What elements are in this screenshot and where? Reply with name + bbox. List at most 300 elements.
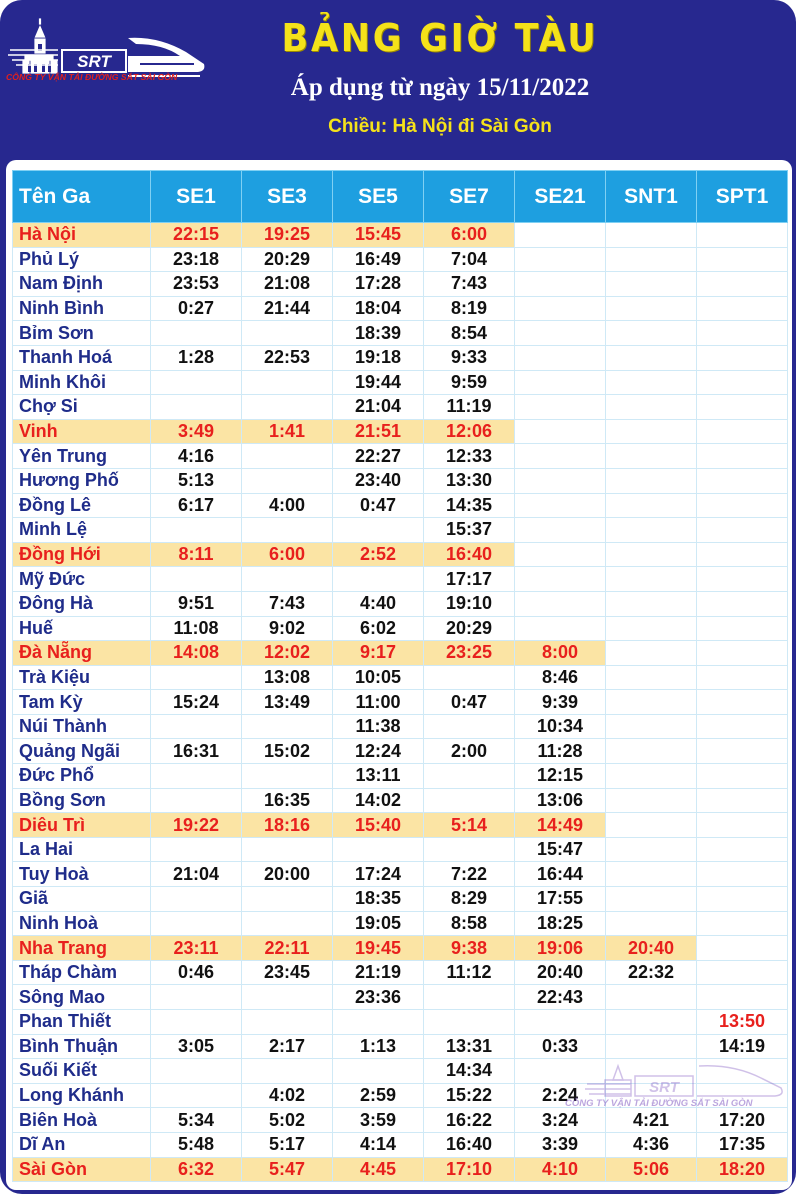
- departure-time: 3:24: [515, 1108, 606, 1133]
- departure-time: 2:17: [242, 1034, 333, 1059]
- departure-time: [606, 764, 697, 789]
- departure-time: [515, 591, 606, 616]
- departure-time: 17:55: [515, 887, 606, 912]
- departure-time: [697, 788, 788, 813]
- departure-time: 10:34: [515, 714, 606, 739]
- departure-time: 12:06: [424, 419, 515, 444]
- departure-time: 4:21: [606, 1108, 697, 1133]
- departure-time: 15:02: [242, 739, 333, 764]
- departure-time: 16:49: [333, 247, 424, 272]
- departure-time: 19:22: [151, 813, 242, 838]
- departure-time: [697, 493, 788, 518]
- departure-time: [697, 960, 788, 985]
- timetable-row: [13, 321, 788, 346]
- departure-time: 9:59: [424, 370, 515, 395]
- departure-time: 20:29: [242, 247, 333, 272]
- departure-time: [151, 1083, 242, 1108]
- departure-time: 15:40: [333, 813, 424, 838]
- departure-time: 3:49: [151, 419, 242, 444]
- departure-time: 17:28: [333, 272, 424, 297]
- departure-time: [606, 518, 697, 543]
- departure-time: [242, 1059, 333, 1084]
- station-name: Sài Gòn: [13, 1157, 151, 1182]
- timetable-row: [13, 862, 788, 887]
- departure-time: [151, 985, 242, 1010]
- departure-time: [606, 468, 697, 493]
- departure-time: 22:27: [333, 444, 424, 469]
- departure-time: 5:48: [151, 1132, 242, 1157]
- departure-time: 8:58: [424, 911, 515, 936]
- departure-time: [606, 739, 697, 764]
- timetable-row: [13, 444, 788, 469]
- departure-time: [242, 837, 333, 862]
- departure-time: 17:17: [424, 567, 515, 592]
- timetable-row: [13, 591, 788, 616]
- timetable-row: [13, 1157, 788, 1182]
- departure-time: [606, 887, 697, 912]
- departure-time: 19:18: [333, 345, 424, 370]
- departure-time: [333, 1010, 424, 1035]
- timetable-row: [13, 567, 788, 592]
- departure-time: 3:59: [333, 1108, 424, 1133]
- departure-time: 14:02: [333, 788, 424, 813]
- departure-time: 20:00: [242, 862, 333, 887]
- timetable-row: [13, 395, 788, 420]
- departure-time: [515, 444, 606, 469]
- departure-time: 8:00: [515, 641, 606, 666]
- departure-time: [515, 493, 606, 518]
- departure-time: [606, 985, 697, 1010]
- departure-time: [242, 985, 333, 1010]
- departure-time: 12:02: [242, 641, 333, 666]
- departure-time: [151, 764, 242, 789]
- departure-time: 21:19: [333, 960, 424, 985]
- departure-time: 18:35: [333, 887, 424, 912]
- station-name: Hà Nội: [13, 223, 151, 248]
- departure-time: 23:25: [424, 641, 515, 666]
- departure-time: [242, 1010, 333, 1035]
- departure-time: 23:45: [242, 960, 333, 985]
- header-train-se3: SE3: [242, 171, 333, 223]
- departure-time: 20:29: [424, 616, 515, 641]
- departure-time: [151, 321, 242, 346]
- departure-time: 9:02: [242, 616, 333, 641]
- departure-time: 4:14: [333, 1132, 424, 1157]
- departure-time: [606, 296, 697, 321]
- departure-time: 0:27: [151, 296, 242, 321]
- departure-time: [242, 887, 333, 912]
- departure-time: 0:46: [151, 960, 242, 985]
- timetable-row: [13, 616, 788, 641]
- departure-time: [151, 1010, 242, 1035]
- station-name: Hương Phố: [13, 468, 151, 493]
- departure-time: 5:47: [242, 1157, 333, 1182]
- departure-time: 8:29: [424, 887, 515, 912]
- timetable-row: [13, 911, 788, 936]
- departure-time: [151, 370, 242, 395]
- departure-time: 20:40: [606, 936, 697, 961]
- departure-time: [606, 567, 697, 592]
- departure-time: [697, 247, 788, 272]
- station-name: Minh Lệ: [13, 518, 151, 543]
- departure-time: 22:32: [606, 960, 697, 985]
- departure-time: 18:25: [515, 911, 606, 936]
- departure-time: [697, 911, 788, 936]
- departure-time: [151, 714, 242, 739]
- departure-time: [424, 788, 515, 813]
- departure-time: 9:51: [151, 591, 242, 616]
- station-name: Yên Trung: [13, 444, 151, 469]
- departure-time: [606, 862, 697, 887]
- effective-date: Áp dụng từ ngày 15/11/2022: [290, 74, 590, 101]
- departure-time: 13:50: [697, 1010, 788, 1035]
- timetable-row: [13, 641, 788, 666]
- departure-time: [606, 345, 697, 370]
- departure-time: [606, 911, 697, 936]
- header-train-spt1: SPT1: [697, 171, 788, 223]
- departure-time: [606, 641, 697, 666]
- station-name: Biên Hoà: [13, 1108, 151, 1133]
- departure-time: [606, 788, 697, 813]
- departure-time: [515, 567, 606, 592]
- station-name: Tháp Chàm: [13, 960, 151, 985]
- departure-time: [515, 518, 606, 543]
- departure-time: 18:16: [242, 813, 333, 838]
- departure-time: 7:43: [424, 272, 515, 297]
- timetable: [12, 170, 788, 1182]
- station-name: Nam Định: [13, 272, 151, 297]
- timetable-row: [13, 1132, 788, 1157]
- timetable-row: [13, 887, 788, 912]
- station-name: La Hai: [13, 837, 151, 862]
- departure-time: 12:24: [333, 739, 424, 764]
- timetable-row: [13, 788, 788, 813]
- departure-time: 5:14: [424, 813, 515, 838]
- station-name: Suối Kiết: [13, 1059, 151, 1084]
- departure-time: 22:43: [515, 985, 606, 1010]
- departure-time: 19:25: [242, 223, 333, 248]
- timetable-row: [13, 665, 788, 690]
- departure-time: [697, 272, 788, 297]
- station-name: Dĩ An: [13, 1132, 151, 1157]
- departure-time: 15:45: [333, 223, 424, 248]
- departure-time: [697, 714, 788, 739]
- departure-time: [424, 837, 515, 862]
- departure-time: [424, 714, 515, 739]
- departure-time: 5:34: [151, 1108, 242, 1133]
- timetable-row: [13, 345, 788, 370]
- departure-time: [606, 690, 697, 715]
- timetable-row: [13, 223, 788, 248]
- departure-time: 6:00: [242, 542, 333, 567]
- logo-text: SRT: [77, 52, 111, 71]
- departure-time: 18:04: [333, 296, 424, 321]
- station-name: Ninh Hoà: [13, 911, 151, 936]
- departure-time: 18:20: [697, 1157, 788, 1182]
- departure-time: [151, 395, 242, 420]
- departure-time: 16:40: [424, 542, 515, 567]
- station-name: Phan Thiết: [13, 1010, 151, 1035]
- departure-time: 16:35: [242, 788, 333, 813]
- departure-time: 4:40: [333, 591, 424, 616]
- departure-time: [333, 837, 424, 862]
- departure-time: 8:46: [515, 665, 606, 690]
- departure-time: 13:31: [424, 1034, 515, 1059]
- departure-time: 9:38: [424, 936, 515, 961]
- departure-time: 21:08: [242, 272, 333, 297]
- departure-time: [242, 911, 333, 936]
- departure-time: 17:10: [424, 1157, 515, 1182]
- departure-time: [606, 714, 697, 739]
- departure-time: 15:24: [151, 690, 242, 715]
- header-train-se5: SE5: [333, 171, 424, 223]
- departure-time: 5:02: [242, 1108, 333, 1133]
- departure-time: 23:36: [333, 985, 424, 1010]
- station-name: Núi Thành: [13, 714, 151, 739]
- timetable-row: [13, 542, 788, 567]
- departure-time: 1:28: [151, 345, 242, 370]
- departure-time: 6:02: [333, 616, 424, 641]
- departure-time: [606, 813, 697, 838]
- departure-time: 3:05: [151, 1034, 242, 1059]
- departure-time: 11:08: [151, 616, 242, 641]
- departure-time: [515, 1010, 606, 1035]
- station-name: Huế: [13, 616, 151, 641]
- departure-time: 22:15: [151, 223, 242, 248]
- departure-time: [606, 493, 697, 518]
- departure-time: [697, 591, 788, 616]
- departure-time: [424, 665, 515, 690]
- departure-time: [242, 321, 333, 346]
- departure-time: 14:19: [697, 1034, 788, 1059]
- header-train-se21: SE21: [515, 171, 606, 223]
- departure-time: [606, 665, 697, 690]
- timetable-row: [13, 493, 788, 518]
- station-name: Bồng Sơn: [13, 788, 151, 813]
- departure-time: [606, 272, 697, 297]
- departure-time: [697, 223, 788, 248]
- departure-time: 7:04: [424, 247, 515, 272]
- timetable-row: [13, 296, 788, 321]
- route-direction: Chiều: Hà Nội đi Sài Gòn: [328, 116, 552, 137]
- departure-time: [606, 542, 697, 567]
- departure-time: 11:19: [424, 395, 515, 420]
- departure-time: 9:39: [515, 690, 606, 715]
- departure-time: 1:41: [242, 419, 333, 444]
- timetable-row: [13, 960, 788, 985]
- departure-time: 6:00: [424, 223, 515, 248]
- departure-time: 7:22: [424, 862, 515, 887]
- departure-time: [151, 887, 242, 912]
- departure-time: 16:40: [424, 1132, 515, 1157]
- departure-time: [697, 542, 788, 567]
- departure-time: 2:52: [333, 542, 424, 567]
- departure-time: [424, 764, 515, 789]
- departure-time: 20:40: [515, 960, 606, 985]
- departure-time: [242, 370, 333, 395]
- departure-time: [606, 321, 697, 346]
- departure-time: 1:13: [333, 1034, 424, 1059]
- departure-time: [697, 985, 788, 1010]
- departure-time: [697, 837, 788, 862]
- departure-time: [606, 591, 697, 616]
- departure-time: 11:00: [333, 690, 424, 715]
- departure-time: 0:33: [515, 1034, 606, 1059]
- departure-time: 16:22: [424, 1108, 515, 1133]
- departure-time: 14:08: [151, 641, 242, 666]
- timetable-header: [13, 171, 788, 223]
- departure-time: [515, 542, 606, 567]
- departure-time: 13:49: [242, 690, 333, 715]
- departure-time: 21:51: [333, 419, 424, 444]
- departure-time: [424, 1010, 515, 1035]
- departure-time: 19:10: [424, 591, 515, 616]
- departure-time: 13:06: [515, 788, 606, 813]
- watermark-text: SRT: [649, 1079, 679, 1096]
- departure-time: 5:17: [242, 1132, 333, 1157]
- departure-time: 17:35: [697, 1132, 788, 1157]
- departure-time: 16:31: [151, 739, 242, 764]
- departure-time: 8:54: [424, 321, 515, 346]
- header: [0, 0, 796, 160]
- station-name: Ninh Bình: [13, 296, 151, 321]
- station-name: Trà Kiệu: [13, 665, 151, 690]
- departure-time: 11:28: [515, 739, 606, 764]
- station-name: Mỹ Đức: [13, 567, 151, 592]
- departure-time: 14:49: [515, 813, 606, 838]
- departure-time: 18:39: [333, 321, 424, 346]
- departure-time: 7:43: [242, 591, 333, 616]
- timetable-row: [13, 247, 788, 272]
- station-name: Long Khánh: [13, 1083, 151, 1108]
- watermark-company: CÔNG TY VẬN TẢI ĐƯỜNG SẮT SÀI GÒN: [565, 1098, 753, 1109]
- departure-time: [242, 395, 333, 420]
- departure-time: [697, 518, 788, 543]
- departure-time: 5:13: [151, 468, 242, 493]
- departure-time: [515, 223, 606, 248]
- departure-time: [697, 395, 788, 420]
- departure-time: [242, 518, 333, 543]
- departure-time: [606, 419, 697, 444]
- departure-time: 14:35: [424, 493, 515, 518]
- departure-time: 14:34: [424, 1059, 515, 1084]
- timetable-row: [13, 1010, 788, 1035]
- station-name: Nha Trang: [13, 936, 151, 961]
- header-station: Tên Ga: [13, 171, 151, 223]
- departure-time: [697, 345, 788, 370]
- station-name: Vinh: [13, 419, 151, 444]
- timetable-row: [13, 518, 788, 543]
- departure-time: 4:16: [151, 444, 242, 469]
- departure-time: [515, 468, 606, 493]
- station-name: Bỉm Sơn: [13, 321, 151, 346]
- departure-time: [242, 444, 333, 469]
- station-name: Đồng Lê: [13, 493, 151, 518]
- timetable-row: [13, 936, 788, 961]
- departure-time: 15:22: [424, 1083, 515, 1108]
- departure-time: 19:45: [333, 936, 424, 961]
- departure-time: 9:33: [424, 345, 515, 370]
- timetable-row: [13, 813, 788, 838]
- departure-time: [242, 468, 333, 493]
- station-name: Diêu Trì: [13, 813, 151, 838]
- departure-time: 6:17: [151, 493, 242, 518]
- departure-time: [242, 764, 333, 789]
- departure-time: 17:24: [333, 862, 424, 887]
- departure-time: [606, 395, 697, 420]
- departure-time: [515, 616, 606, 641]
- company-name: CÔNG TY VẬN TẢI ĐƯỜNG SẮT SÀI GÒN: [6, 72, 178, 82]
- departure-time: [697, 665, 788, 690]
- departure-time: [515, 296, 606, 321]
- departure-time: [515, 321, 606, 346]
- departure-time: 4:10: [515, 1157, 606, 1182]
- timetable-row: [13, 739, 788, 764]
- departure-time: 15:37: [424, 518, 515, 543]
- departure-time: 0:47: [333, 493, 424, 518]
- departure-time: [151, 911, 242, 936]
- timetable-row: [13, 690, 788, 715]
- station-name: Tuy Hoà: [13, 862, 151, 887]
- departure-time: 11:12: [424, 960, 515, 985]
- page-title: BẢNG GIỜ TÀU: [281, 16, 599, 60]
- departure-time: 4:36: [606, 1132, 697, 1157]
- departure-time: [697, 468, 788, 493]
- departure-time: [515, 247, 606, 272]
- timetable-row: [13, 419, 788, 444]
- departure-time: [697, 936, 788, 961]
- departure-time: [697, 887, 788, 912]
- departure-time: [606, 247, 697, 272]
- departure-time: 12:33: [424, 444, 515, 469]
- departure-time: [606, 837, 697, 862]
- departure-time: [697, 764, 788, 789]
- station-name: Giã: [13, 887, 151, 912]
- departure-time: [697, 862, 788, 887]
- departure-time: [697, 641, 788, 666]
- departure-time: 11:38: [333, 714, 424, 739]
- departure-time: 6:32: [151, 1157, 242, 1182]
- departure-time: [151, 837, 242, 862]
- departure-time: [151, 665, 242, 690]
- departure-time: [515, 419, 606, 444]
- departure-time: [697, 370, 788, 395]
- departure-time: 4:45: [333, 1157, 424, 1182]
- departure-time: 16:44: [515, 862, 606, 887]
- departure-time: 2:00: [424, 739, 515, 764]
- departure-time: 17:20: [697, 1108, 788, 1133]
- departure-time: [606, 616, 697, 641]
- timetable-row: [13, 714, 788, 739]
- departure-time: [697, 739, 788, 764]
- departure-time: [333, 1059, 424, 1084]
- departure-time: [606, 370, 697, 395]
- departure-time: 2:59: [333, 1083, 424, 1108]
- departure-time: [333, 567, 424, 592]
- departure-time: [333, 518, 424, 543]
- station-name: Đà Nẵng: [13, 641, 151, 666]
- departure-time: 5:06: [606, 1157, 697, 1182]
- departure-time: [424, 985, 515, 1010]
- header-train-se1: SE1: [151, 171, 242, 223]
- station-name: Đông Hà: [13, 591, 151, 616]
- departure-time: 23:11: [151, 936, 242, 961]
- departure-time: 19:05: [333, 911, 424, 936]
- departure-time: [606, 1010, 697, 1035]
- station-name: Sông Mao: [13, 985, 151, 1010]
- timetable-row: [13, 370, 788, 395]
- departure-time: [151, 788, 242, 813]
